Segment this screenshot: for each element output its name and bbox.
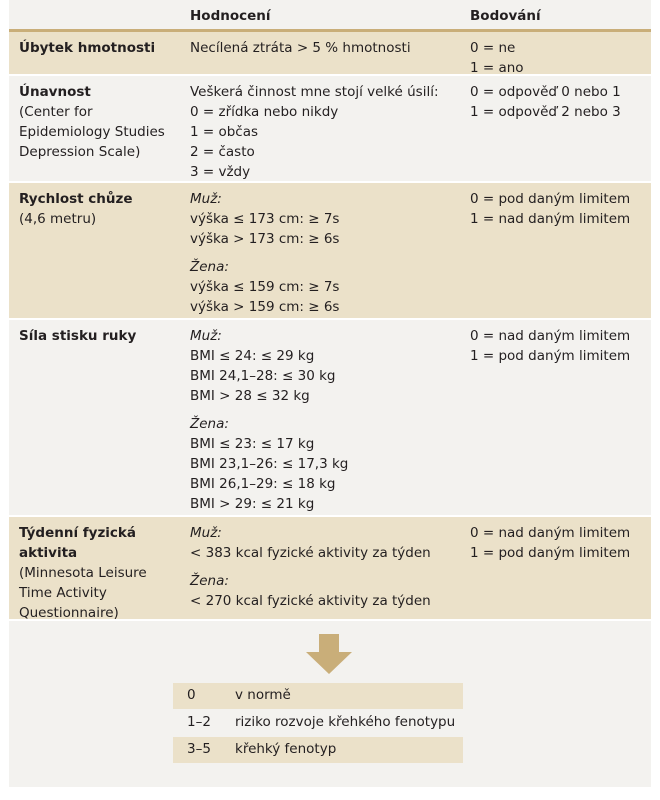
assessment-line: Veškerá činnost mne stojí velké úsilí: xyxy=(190,84,439,100)
assessment-line: výška ≤ 159 cm: ≥ 7s xyxy=(190,279,340,295)
assessment-line: BMI ≤ 24: ≤ 29 kg xyxy=(190,348,315,364)
result-score: 0 xyxy=(187,687,196,703)
assessment-line: výška > 173 cm: ≥ 6s xyxy=(190,231,340,247)
criterion-subtitle: (Center for xyxy=(19,104,93,120)
scoring-line: 0 = pod daným limitem xyxy=(470,191,631,207)
sex-label-female: Žena: xyxy=(190,573,229,589)
assessment-line: BMI ≤ 23: ≤ 17 kg xyxy=(190,436,315,452)
criterion-subtitle: (4,6 metru) xyxy=(19,211,97,227)
assessment-line: 2 = často xyxy=(190,144,255,160)
criterion-subtitle: (Minnesota Leisure xyxy=(19,565,147,581)
criterion-label: Úbytek hmotnosti xyxy=(19,40,156,56)
criterion-label: Síla stisku ruky xyxy=(19,328,137,344)
row-weight-loss xyxy=(9,32,651,76)
result-text: křehký fenotyp xyxy=(235,741,337,757)
scoring-line: 0 = odpověď 0 nebo 1 xyxy=(470,84,621,100)
sex-label-male: Muž: xyxy=(190,525,222,541)
scoring-line: 1 = ano xyxy=(470,60,524,76)
assessment-line: BMI > 29: ≤ 21 kg xyxy=(190,496,315,512)
assessment-line: BMI > 28 ≤ 32 kg xyxy=(190,388,310,404)
criterion-subtitle: Depression Scale) xyxy=(19,144,141,160)
row-walking-speed xyxy=(9,183,651,320)
scoring-line: 0 = ne xyxy=(470,40,516,56)
assessment-line: BMI 24,1–28: ≤ 30 kg xyxy=(190,368,336,384)
assessment-line: výška ≤ 173 cm: ≥ 7s xyxy=(190,211,340,227)
sex-label-male: Muž: xyxy=(190,191,222,207)
scoring-line: 0 = nad daným limitem xyxy=(470,328,631,344)
assessment-line: < 270 kcal fyzické aktivity za týden xyxy=(190,593,431,609)
sex-label-female: Žena: xyxy=(190,416,229,432)
result-row-prefrail xyxy=(173,710,463,736)
result-score: 3–5 xyxy=(187,741,211,757)
row-grip-strength xyxy=(9,320,651,517)
assessment-line: < 383 kcal fyzické aktivity za týden xyxy=(190,545,431,561)
scoring-line: 0 = nad daným limitem xyxy=(470,525,631,541)
scoring-line: 1 = pod daným limitem xyxy=(470,545,631,561)
result-text: riziko rozvoje křehkého fenotypu xyxy=(235,714,456,730)
scoring-line: 1 = odpověď 2 nebo 3 xyxy=(470,104,621,120)
sex-label-female: Žena: xyxy=(190,259,229,275)
row-physical-activity xyxy=(9,517,651,621)
result-score: 1–2 xyxy=(187,714,211,730)
result-text: v normě xyxy=(235,687,291,703)
criterion-label: Rychlost chůze xyxy=(19,191,133,207)
row-exhaustion xyxy=(9,76,651,183)
criterion-subtitle: Time Activity xyxy=(19,585,107,601)
result-row-normal xyxy=(173,683,463,709)
scoring-line: 1 = nad daným limitem xyxy=(470,211,631,227)
assessment-line: BMI 23,1–26: ≤ 17,3 kg xyxy=(190,456,349,472)
assessment-line: 1 = občas xyxy=(190,124,259,140)
criterion-label: Týdenní fyzická aktivita xyxy=(19,525,137,561)
criterion-subtitle: Questionnaire) xyxy=(19,605,119,621)
criterion-subtitle: Epidemiology Studies xyxy=(19,124,165,140)
result-row-frail xyxy=(173,737,463,763)
assessment-line: Necílená ztráta > 5 % hmotnosti xyxy=(190,40,411,56)
down-arrow-icon xyxy=(306,634,352,674)
sex-label-male: Muž: xyxy=(190,328,222,344)
assessment-line: výška > 159 cm: ≥ 6s xyxy=(190,299,340,315)
scoring-line: 1 = pod daným limitem xyxy=(470,348,631,364)
header-scoring: Bodování xyxy=(470,8,541,24)
assessment-line: BMI 26,1–29: ≤ 18 kg xyxy=(190,476,336,492)
assessment-line: 3 = vždy xyxy=(190,164,251,180)
assessment-line: 0 = zřídka nebo nikdy xyxy=(190,104,339,120)
header-assessment: Hodnocení xyxy=(190,8,271,24)
criterion-label: Únavnost xyxy=(19,84,91,100)
